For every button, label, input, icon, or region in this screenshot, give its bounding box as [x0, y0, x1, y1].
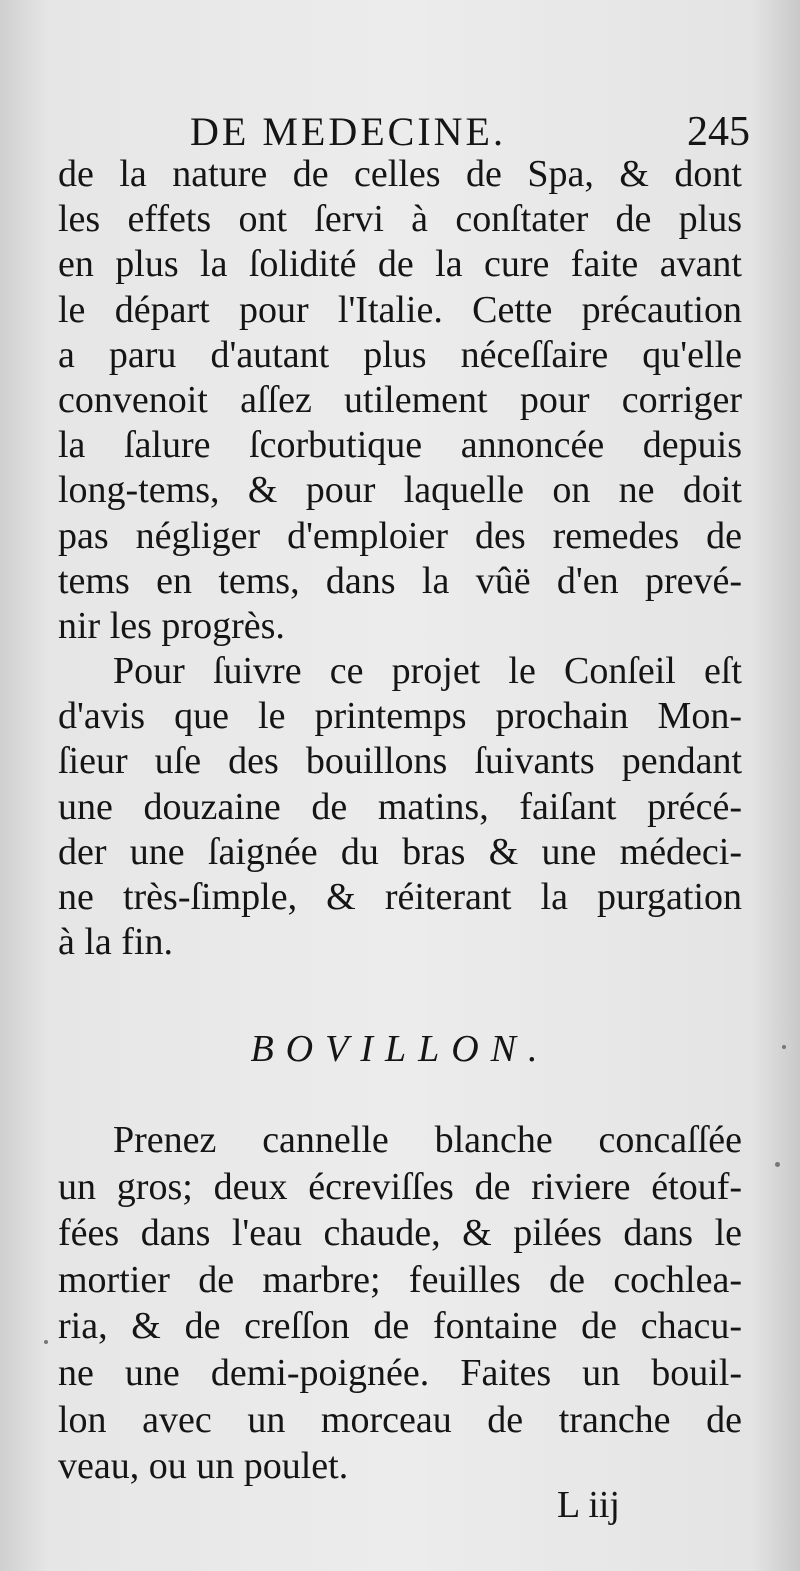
text-line: d'avis que le printemps prochain Mon-	[58, 695, 742, 738]
text-line: mortier de marbre; feuilles de cochlea-	[58, 1258, 742, 1301]
paragraph-1	[58, 152, 742, 649]
text-line: ne une demi-poignée. Faites un bouil-	[58, 1351, 742, 1394]
paragraph-2	[58, 649, 742, 965]
text-line: Prenez cannelle blanche concaſſée	[113, 1119, 742, 1161]
running-title: DE MEDECINE.	[190, 109, 506, 154]
text-line: long-tems, & pour laquelle on ne doit	[58, 469, 742, 512]
text-line: à la fin.	[58, 921, 174, 964]
text-line: en plus la ſolidité de la cure faite avant	[58, 243, 742, 286]
body-text	[58, 152, 742, 965]
paper-speck	[782, 1045, 786, 1049]
text-line: de la nature de celles de Spa, & dont	[58, 153, 742, 195]
text-line: le départ pour l'Italie. Cette précaution	[58, 288, 742, 331]
text-line: tems en tems, dans la vûë d'en prevé-	[58, 559, 742, 602]
text-line: a paru d'autant plus néceſſaire qu'elle	[58, 333, 742, 376]
text-line: pas négliger d'emploier des remedes de	[58, 514, 742, 557]
text-line: Pour ſuivre ce projet le Conſeil eſt	[113, 650, 742, 693]
text-line: un gros; deux écreviſſes de riviere étouf-	[58, 1165, 742, 1208]
signature-mark: L iij	[557, 1484, 620, 1526]
text-line: ne très-ſimple, & réiterant la purgation	[58, 876, 742, 918]
text-line: les effets ont ſervi à conſtater de plus	[58, 198, 742, 241]
text-line: ſieur uſe des bouillons ſuivants pendant	[58, 740, 742, 783]
text-line: nir les progrès.	[58, 604, 285, 647]
text-line: veau, ou un poulet.	[58, 1445, 349, 1488]
text-line: der une ſaignée du bras & une médeci-	[58, 830, 742, 873]
paper-speck	[775, 1162, 780, 1167]
running-head	[60, 108, 750, 158]
text-line: lon avec un morceau de tranche de	[58, 1398, 742, 1441]
section-heading: BOVILLON.	[250, 1028, 550, 1070]
text-line: la ſalure ſcorbutique annoncée depuis	[58, 424, 742, 467]
text-line: ria, & de creſſon de fontaine de chacu-	[58, 1305, 742, 1348]
text-line: une douzaine de matins, faiſant précé-	[58, 785, 742, 828]
text-line: convenoit aſſez utilement pour corriger	[58, 378, 742, 421]
text-line: fées dans l'eau chaude, & pilées dans le	[58, 1212, 742, 1255]
page-number: 245	[687, 109, 750, 155]
paper-speck	[44, 1340, 48, 1344]
recipe-paragraph	[58, 1117, 742, 1490]
